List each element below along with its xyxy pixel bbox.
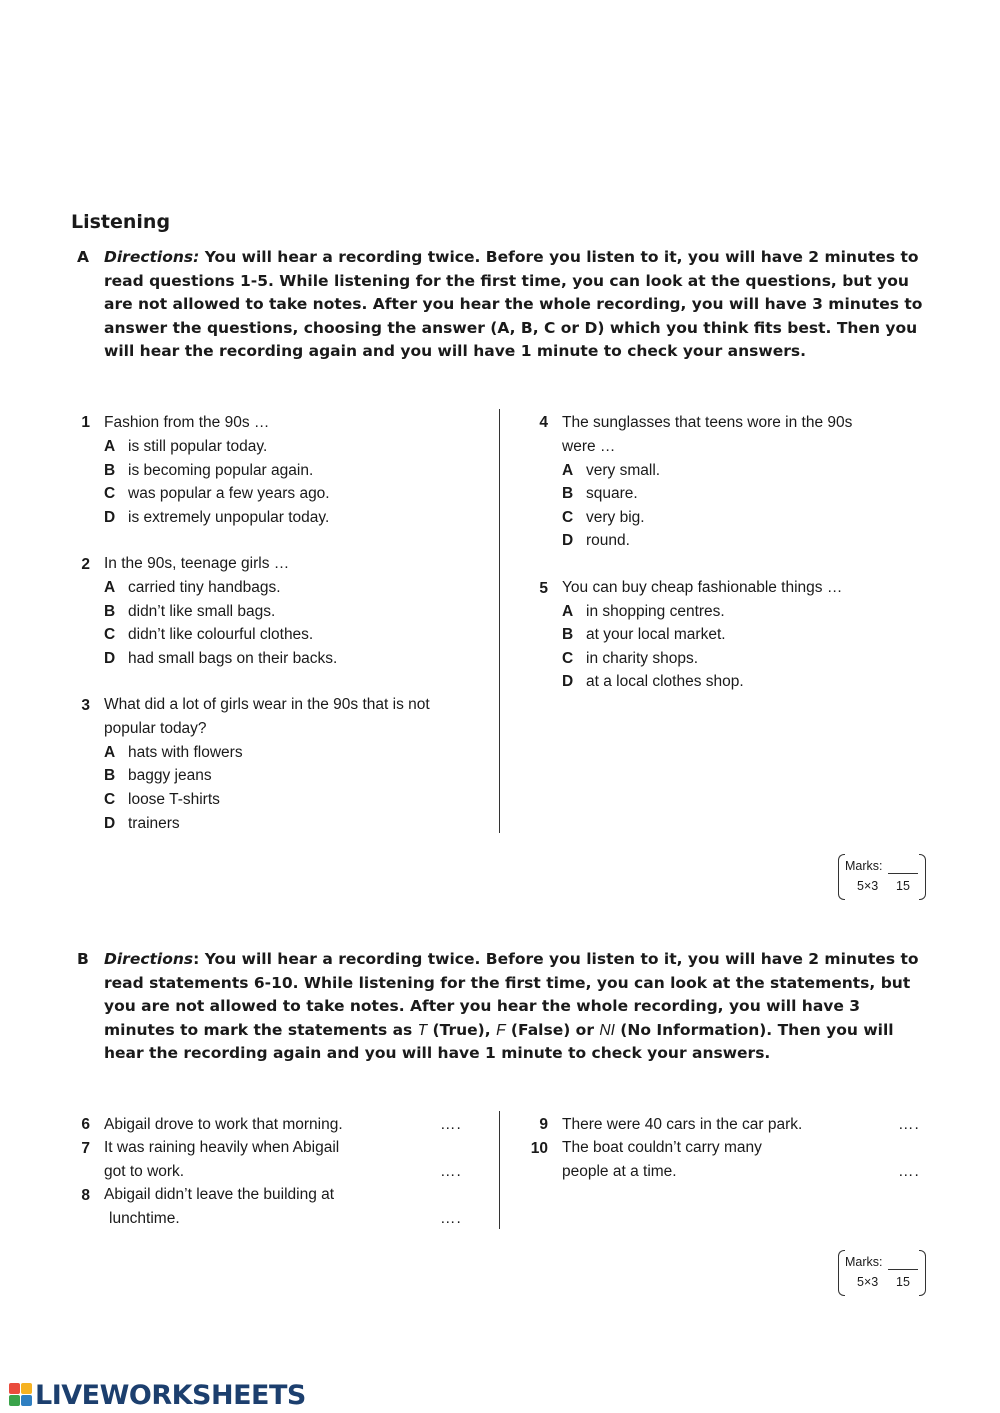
section-a-directions (104, 246, 939, 364)
section-b-letter: B (77, 950, 89, 968)
logo-text: LIVEWORKSHEETS (35, 1379, 306, 1411)
option-text[interactable]: didn’t like small bags. (128, 603, 276, 620)
option-text[interactable]: very big. (586, 509, 645, 526)
section-b-directions (104, 948, 934, 1066)
option-letter: D (562, 673, 574, 690)
option-letter: A (104, 579, 116, 596)
statement-text: people at a time. (562, 1163, 677, 1180)
statement-text: got to work. (104, 1163, 185, 1180)
question-text: The sunglasses that teens wore in the 90s (562, 414, 853, 431)
statement-number: 6 (81, 1116, 90, 1133)
option-letter: A (104, 744, 116, 761)
cubes-icon (9, 1383, 33, 1407)
question-number: 2 (81, 556, 90, 573)
marks-box (838, 854, 926, 900)
statement-text: lunchtime. (109, 1210, 180, 1227)
option-text[interactable]: at your local market. (586, 626, 726, 643)
answer-blank[interactable]: …. (440, 1210, 462, 1227)
option-letter: A (104, 438, 116, 455)
marks-label: Marks: (845, 859, 883, 873)
section-b-directions-label: Directions (104, 950, 194, 968)
question-text: You can buy cheap fashionable things … (562, 579, 843, 596)
answer-blank[interactable]: …. (898, 1116, 920, 1133)
marks-label: Marks: (845, 1255, 883, 1269)
statement-text: Abigail didn’t leave the building at (104, 1186, 335, 1203)
column-divider (499, 409, 500, 833)
option-text[interactable]: round. (586, 532, 630, 549)
answer-blank[interactable]: …. (898, 1163, 920, 1180)
marks-total: 15 (896, 1275, 910, 1289)
column-divider (499, 1111, 500, 1229)
option-letter: D (104, 650, 116, 667)
option-text[interactable]: hats with flowers (128, 744, 243, 761)
question-number: 1 (81, 414, 90, 431)
liveworksheets-logo[interactable] (9, 1380, 306, 1410)
question-number: 4 (539, 414, 548, 431)
option-letter: B (104, 767, 116, 784)
option-text[interactable]: was popular a few years ago. (128, 485, 330, 502)
section-a-directions-label: Directions: (104, 248, 200, 266)
option-letter: C (562, 509, 574, 526)
question-number: 5 (539, 580, 548, 597)
option-letter: C (104, 626, 116, 643)
marks-multiplier: 5×3 (857, 1275, 879, 1289)
marks-score-blank[interactable] (888, 1269, 918, 1270)
option-letter: B (562, 626, 574, 643)
statement-text: Abigail drove to work that morning. (104, 1116, 343, 1133)
false-abbrev: F (496, 1021, 506, 1039)
statement-text: There were 40 cars in the car park. (562, 1116, 803, 1133)
page-title: Listening (71, 211, 171, 233)
option-text[interactable]: carried tiny handbags. (128, 579, 281, 596)
statement-text: It was raining heavily when Abigail (104, 1139, 340, 1156)
option-letter: C (104, 791, 116, 808)
question-text: What did a lot of girls wear in the 90s that is not (104, 696, 430, 713)
marks-box (838, 1250, 926, 1296)
question-text: popular today? (104, 720, 207, 737)
option-letter: D (104, 509, 116, 526)
section-a-letter: A (77, 248, 89, 266)
true-abbrev: T (417, 1021, 428, 1039)
question-text: In the 90s, teenage girls … (104, 555, 290, 572)
true-label: (True), (427, 1020, 497, 1039)
option-text[interactable]: didn’t like colourful clothes. (128, 626, 314, 643)
option-text[interactable]: trainers (128, 815, 180, 832)
statement-text: The boat couldn’t carry many (562, 1139, 762, 1156)
statement-number: 9 (539, 1116, 548, 1133)
option-text[interactable]: square. (586, 485, 638, 502)
no-info-abbrev: NI (599, 1021, 615, 1039)
option-letter: D (104, 815, 116, 832)
statement-number: 10 (530, 1140, 548, 1157)
option-letter: A (562, 462, 574, 479)
option-letter: B (104, 462, 116, 479)
option-text[interactable]: baggy jeans (128, 767, 212, 784)
question-text: were … (562, 438, 616, 455)
section-b-directions-text: : You will hear a recording twice. Before you listen to it, you will have 2 minutes to read statements 6-10. While listening for the first time, you can look at the statements, but you are not allowed to take notes. After you hear the whole recording, you will have 3 minutes to mark the statements as (104, 950, 919, 1039)
option-text[interactable]: had small bags on their backs. (128, 650, 338, 667)
option-text[interactable]: in shopping centres. (586, 603, 725, 620)
false-label: (False) or (505, 1020, 600, 1039)
marks-total: 15 (896, 879, 910, 893)
option-text[interactable]: loose T-shirts (128, 791, 220, 808)
section-a-directions-text: You will hear a recording twice. Before you listen to it, you will have 2 minutes to read questions 1-5. While listening for the first time, you can look at the questions, but you are not allowed to take notes. After you hear the whole recording, you will have 3 minutes to answer the questions, choosing the answer (A, B, C or D) which you think fits best. Then you will hear the recording again and you will have 1 minute to check your answers. (104, 248, 923, 360)
option-letter: B (104, 603, 116, 620)
option-letter: A (562, 603, 574, 620)
option-text[interactable]: at a local clothes shop. (586, 673, 744, 690)
statement-number: 7 (81, 1140, 90, 1157)
marks-multiplier: 5×3 (857, 879, 879, 893)
option-text[interactable]: in charity shops. (586, 650, 698, 667)
option-text[interactable]: is becoming popular again. (128, 462, 314, 479)
question-text: Fashion from the 90s … (104, 414, 270, 431)
statement-number: 8 (81, 1187, 90, 1204)
question-number: 3 (81, 697, 90, 714)
option-letter: B (562, 485, 574, 502)
option-text[interactable]: is still popular today. (128, 438, 268, 455)
option-text[interactable]: very small. (586, 462, 661, 479)
option-letter: D (562, 532, 574, 549)
marks-score-blank[interactable] (888, 873, 918, 874)
answer-blank[interactable]: …. (440, 1163, 462, 1180)
option-letter: C (104, 485, 116, 502)
answer-blank[interactable]: …. (440, 1116, 462, 1133)
section-b-directions-text-end: (No Information). Then you will hear the recording again and you will have 1 minute to check your answers. (104, 1020, 894, 1062)
option-letter: C (562, 650, 574, 667)
option-text[interactable]: is extremely unpopular today. (128, 509, 330, 526)
